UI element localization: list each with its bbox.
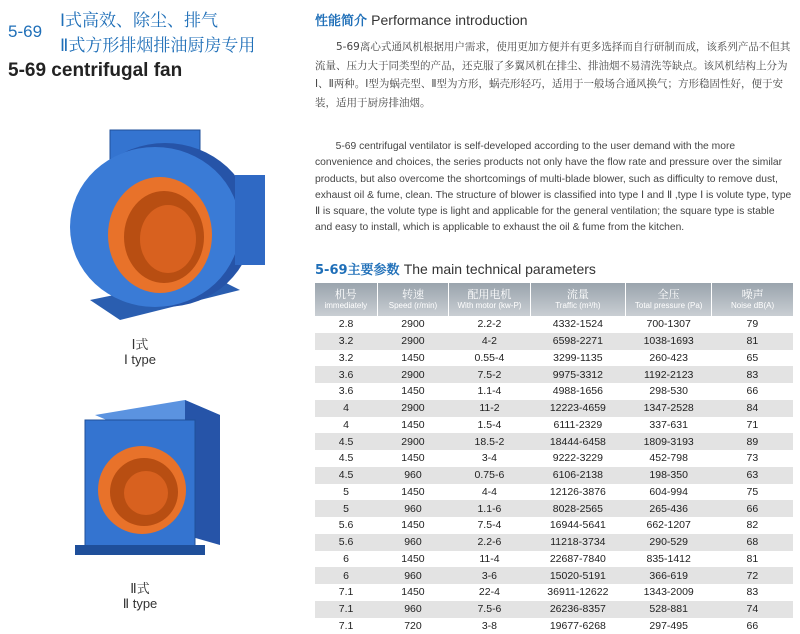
- table-row: [315, 484, 793, 501]
- table-header-row: [315, 283, 793, 316]
- table-cell: 2.2-6: [449, 534, 530, 551]
- table-cell: 6106-2138: [530, 467, 626, 484]
- table-cell: 265-436: [626, 500, 712, 517]
- table-cell: 83: [712, 584, 793, 601]
- table-row: [315, 433, 793, 450]
- table-cell: 2900: [377, 316, 449, 333]
- table-cell: 604-994: [626, 484, 712, 501]
- table-cell: 260-423: [626, 350, 712, 367]
- table-cell: 6111-2329: [530, 417, 626, 434]
- table-cell: 4: [315, 417, 377, 434]
- intro-paragraph-en: 5-69 centrifugal ventilator is self-developed according to the user demand with the more convenience and choices, the series products not only have the flow rate and pressure over the similar products, but also overcome the shortcomings of multi-blade blower, such as difficulty to remove dust, exhaust oil & fume, clean. The structure of blower is classified into type Ⅰ and Ⅱ ,type Ⅰ is volute type, type Ⅱ is square, the volute type is light and applicable for the general ventilation; the square type is stable and easy to install, which is applicable to exhaust the oil & fume from the kitchen.: [315, 139, 793, 237]
- table-cell: 1343-2009: [626, 584, 712, 601]
- table-cell: 11-4: [449, 551, 530, 568]
- table-row: [315, 316, 793, 333]
- title-line-2: Ⅱ式方形排烟排油厨房专用: [60, 31, 255, 56]
- table-cell: 960: [377, 467, 449, 484]
- table-cell: 3.6: [315, 366, 377, 383]
- table-cell: 3.2: [315, 350, 377, 367]
- table-cell: 11-2: [449, 400, 530, 417]
- table-row: [315, 567, 793, 584]
- table-cell: 79: [712, 316, 793, 333]
- table-cell: 5: [315, 484, 377, 501]
- table-cell: 960: [377, 534, 449, 551]
- table-cell: 1450: [377, 383, 449, 400]
- table-cell: 290-529: [626, 534, 712, 551]
- table-cell: 63: [712, 467, 793, 484]
- table-row: [315, 417, 793, 434]
- table-cell: 1038-1693: [626, 333, 712, 350]
- table-cell: 7.1: [315, 601, 377, 618]
- table-row: [315, 467, 793, 484]
- table-cell: 3-6: [449, 567, 530, 584]
- table-cell: 12223-4659: [530, 400, 626, 417]
- fan-type-2-image: [70, 395, 240, 575]
- table-cell: 26236-8357: [530, 601, 626, 618]
- fan-1-inlet-inner: [140, 205, 196, 273]
- fan-type-1-label-cn: Ⅰ式: [80, 334, 200, 353]
- table-cell: 662-1207: [626, 517, 712, 534]
- table-cell: 5.6: [315, 534, 377, 551]
- table-cell: 68: [712, 534, 793, 551]
- fan-2-inlet-inner: [124, 471, 168, 515]
- table-cell: 3.6: [315, 383, 377, 400]
- table-cell: 2900: [377, 433, 449, 450]
- table-cell: 9975-3312: [530, 366, 626, 383]
- intro-heading-en: Performance introduction: [371, 12, 527, 28]
- table-row: [315, 584, 793, 601]
- table-cell: 4-4: [449, 484, 530, 501]
- table-cell: 18444-6458: [530, 433, 626, 450]
- column-header-noise: 噪声 Noise dB(A): [712, 283, 793, 316]
- table-cell: 3-4: [449, 450, 530, 467]
- intro-heading-cn: 性能简介: [315, 14, 367, 29]
- table-cell: 4: [315, 400, 377, 417]
- table-row: [315, 551, 793, 568]
- table-cell: 1.5-4: [449, 417, 530, 434]
- table-cell: 1192-2123: [626, 366, 712, 383]
- table-cell: 11218-3734: [530, 534, 626, 551]
- intro-heading: [315, 10, 528, 29]
- table-cell: 960: [377, 567, 449, 584]
- table-cell: 6598-2271: [530, 333, 626, 350]
- column-header-motor: 配用电机 With motor (kw-P): [449, 283, 530, 316]
- fan-type-1-image: [40, 115, 280, 330]
- fan-2-base: [75, 545, 205, 555]
- table-cell: 1450: [377, 584, 449, 601]
- table-row: [315, 350, 793, 367]
- table-row: [315, 534, 793, 551]
- table-cell: 73: [712, 450, 793, 467]
- table-cell: 1809-3193: [626, 433, 712, 450]
- table-row: [315, 601, 793, 618]
- table-cell: 12126-3876: [530, 484, 626, 501]
- table-cell: 81: [712, 551, 793, 568]
- table-row: [315, 450, 793, 467]
- table-cell: 1450: [377, 350, 449, 367]
- model-number: 5-69: [8, 22, 42, 42]
- table-cell: 198-350: [626, 467, 712, 484]
- table-row: [315, 500, 793, 517]
- table-cell: 297-495: [626, 618, 712, 634]
- table-cell: 1450: [377, 450, 449, 467]
- table-cell: 65: [712, 350, 793, 367]
- table-cell: 5: [315, 500, 377, 517]
- table-cell: 66: [712, 383, 793, 400]
- fan-type-1-label-en: Ⅰ type: [80, 352, 200, 368]
- column-header-speed: 转速 Speed (r/min): [377, 283, 449, 316]
- table-cell: 66: [712, 618, 793, 634]
- table-cell: 7.5-2: [449, 366, 530, 383]
- fan-1-motor-mount: [235, 175, 265, 265]
- table-row: [315, 383, 793, 400]
- title-line-1: Ⅰ式高效、除尘、排气: [60, 6, 218, 31]
- table-cell: 2.2-2: [449, 316, 530, 333]
- table-cell: 366-619: [626, 567, 712, 584]
- table-cell: 835-1412: [626, 551, 712, 568]
- params-heading-en: The main technical parameters: [404, 261, 596, 277]
- table-cell: 2900: [377, 400, 449, 417]
- table-cell: 337-631: [626, 417, 712, 434]
- table-cell: 6: [315, 567, 377, 584]
- column-header-pressure: 全压 Total pressure (Pa): [626, 283, 712, 316]
- table-cell: 528-881: [626, 601, 712, 618]
- table-cell: 0.55-4: [449, 350, 530, 367]
- table-cell: 4.5: [315, 450, 377, 467]
- table-cell: 19677-6268: [530, 618, 626, 634]
- table-cell: 2.8: [315, 316, 377, 333]
- table-cell: 1450: [377, 551, 449, 568]
- table-cell: 7.5-6: [449, 601, 530, 618]
- table-cell: 1347-2528: [626, 400, 712, 417]
- table-cell: 89: [712, 433, 793, 450]
- table-cell: 84: [712, 400, 793, 417]
- table-row: [315, 333, 793, 350]
- table-row: [315, 366, 793, 383]
- table-cell: 5.6: [315, 517, 377, 534]
- table-cell: 1450: [377, 417, 449, 434]
- table-row: [315, 517, 793, 534]
- table-cell: 960: [377, 500, 449, 517]
- table-cell: 7.5-4: [449, 517, 530, 534]
- table-cell: 4-2: [449, 333, 530, 350]
- table-cell: 4.5: [315, 433, 377, 450]
- table-cell: 720: [377, 618, 449, 634]
- fan-type-2-label-cn: Ⅱ式: [80, 578, 200, 597]
- table-cell: 18.5-2: [449, 433, 530, 450]
- table-cell: 4332-1524: [530, 316, 626, 333]
- table-cell: 83: [712, 366, 793, 383]
- params-heading-cn: 5-69主要参数: [315, 263, 400, 278]
- table-cell: 72: [712, 567, 793, 584]
- table-row: [315, 618, 793, 634]
- table-cell: 74: [712, 601, 793, 618]
- column-header-traffic: 流量 Traffic (m³/h): [530, 283, 626, 316]
- table-cell: 4988-1656: [530, 383, 626, 400]
- fan-type-2-label-en: Ⅱ type: [80, 596, 200, 612]
- table-cell: 0.75-6: [449, 467, 530, 484]
- table-cell: 7.1: [315, 618, 377, 634]
- table-cell: 36911-12622: [530, 584, 626, 601]
- table-cell: 2900: [377, 333, 449, 350]
- table-cell: 1450: [377, 517, 449, 534]
- table-body: [315, 316, 793, 634]
- table-cell: 1.1-6: [449, 500, 530, 517]
- table-cell: 16944-5641: [530, 517, 626, 534]
- table-cell: 298-530: [626, 383, 712, 400]
- table-cell: 1450: [377, 484, 449, 501]
- table-cell: 7.1: [315, 584, 377, 601]
- params-heading: [315, 259, 596, 278]
- table-cell: 960: [377, 601, 449, 618]
- parameters-table: [315, 283, 793, 634]
- table-cell: 1.1-4: [449, 383, 530, 400]
- table-cell: 3.2: [315, 333, 377, 350]
- table-cell: 9222-3229: [530, 450, 626, 467]
- table-cell: 8028-2565: [530, 500, 626, 517]
- table-cell: 81: [712, 333, 793, 350]
- table-cell: 82: [712, 517, 793, 534]
- table-cell: 2900: [377, 366, 449, 383]
- table-cell: 22687-7840: [530, 551, 626, 568]
- table-cell: 700-1307: [626, 316, 712, 333]
- table-cell: 3-8: [449, 618, 530, 634]
- table-cell: 15020-5191: [530, 567, 626, 584]
- english-title: 5-69 centrifugal fan: [8, 60, 182, 82]
- table-cell: 452-798: [626, 450, 712, 467]
- table-cell: 22-4: [449, 584, 530, 601]
- table-cell: 6: [315, 551, 377, 568]
- table-cell: 4.5: [315, 467, 377, 484]
- table-cell: 66: [712, 500, 793, 517]
- intro-paragraph-cn: 5-69离心式通风机根据用户需求，使用更加方便并有更多选择而自行研制而成，该系列产品不但其流量、压力大于同类型的产品，还克服了多翼风机在排尘、排油烟不易清洗等缺点。该风机结构上分为Ⅰ、Ⅱ两种。Ⅰ型为蜗壳型、Ⅱ型为方形，蜗壳形轻巧，适用于一般场合通风换气；方形稳固性好，便于安装，适用于厨房排油烟。: [315, 38, 793, 112]
- column-header-model: 机号 immediately: [315, 283, 377, 316]
- table-row: [315, 400, 793, 417]
- table-cell: 75: [712, 484, 793, 501]
- table-cell: 3299-1135: [530, 350, 626, 367]
- table-cell: 71: [712, 417, 793, 434]
